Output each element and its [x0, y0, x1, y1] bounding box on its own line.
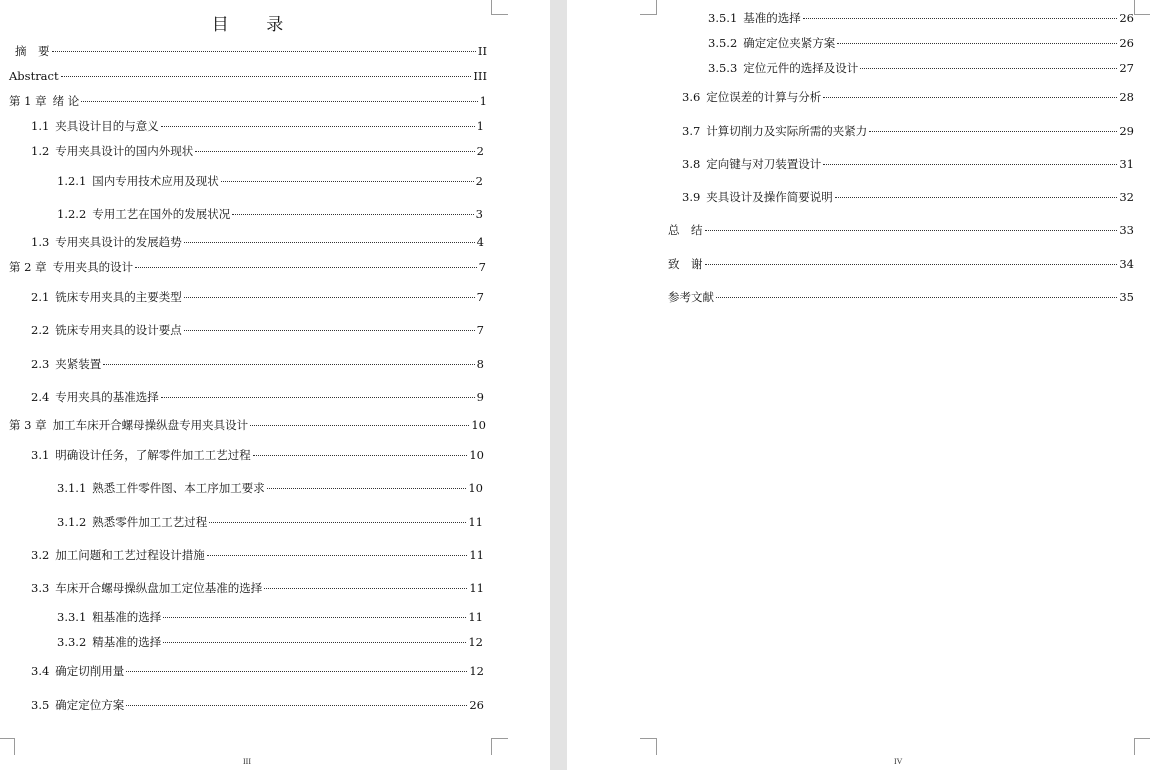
toc-entry-label: 计算切削力及实际所需的夹紧力 — [706, 124, 868, 138]
toc-entry-number: 3.3.1 — [57, 610, 87, 624]
toc-entry-label: 夹紧装置 — [55, 357, 102, 371]
toc-entry-page: 31 — [1119, 157, 1134, 171]
toc-entry-number: 3.7 — [682, 124, 701, 138]
toc-entry[interactable] — [31, 119, 484, 133]
toc-entry-page: 10 — [469, 448, 484, 462]
toc-entry-page: 26 — [1119, 36, 1134, 50]
toc-entry-number: 1.3 — [31, 235, 50, 249]
dot-leader — [705, 264, 1118, 265]
toc-entry-number: 3.8 — [682, 157, 701, 171]
page-number-footer: IV — [894, 757, 903, 766]
dot-leader — [869, 131, 1117, 132]
toc-entry-label: 精基准的选择 — [92, 635, 162, 649]
toc-entry-page: 34 — [1119, 257, 1134, 271]
toc-entry[interactable] — [57, 515, 483, 529]
dot-leader — [103, 364, 474, 365]
toc-entry-number: 3.5.3 — [708, 61, 738, 75]
toc-entry[interactable] — [708, 36, 1134, 50]
dot-leader — [163, 617, 466, 618]
toc-entry[interactable] — [31, 144, 484, 158]
toc-entry-label: 基准的选择 — [743, 11, 801, 25]
toc-entry-page: 11 — [469, 548, 484, 562]
toc-entry[interactable] — [708, 11, 1134, 25]
toc-entry[interactable] — [9, 260, 486, 274]
toc-entry-label: 夹具设计目的与意义 — [55, 119, 159, 133]
toc-entry-page: III — [473, 69, 487, 83]
dot-leader — [803, 18, 1118, 19]
toc-entry-page: 1 — [479, 94, 487, 108]
toc-entry-number: 3.2 — [31, 548, 50, 562]
toc-entry-number: 3.4 — [31, 664, 50, 678]
toc-entry-label: 专用夹具的设计 — [52, 260, 134, 274]
toc-entry-number: 2.1 — [31, 290, 50, 304]
toc-entry-label: 绪 论 — [52, 94, 80, 108]
toc-entry-label: 粗基准的选择 — [92, 610, 162, 624]
toc-entry-label: Abstract — [9, 69, 59, 83]
dot-leader — [221, 181, 474, 182]
toc-entry-number: 3.6 — [682, 90, 701, 104]
toc-entry-number: 第 1 章 — [9, 94, 47, 108]
page-corner-mark — [491, 738, 508, 755]
toc-entry-label: 定向键与对刀装置设计 — [706, 157, 822, 171]
dot-leader — [163, 642, 466, 643]
toc-entry-label: 夹具设计及操作简要说明 — [706, 190, 833, 204]
toc-entry-label: 铣床专用夹具的设计要点 — [55, 323, 182, 337]
toc-entry-number: 3.5.2 — [708, 36, 738, 50]
document-page-right — [567, 0, 1150, 770]
toc-entry-number: 2.4 — [31, 390, 50, 404]
toc-entry-label: 专用工艺在国外的发展状况 — [92, 207, 231, 221]
toc-entry-label: 确定切削用量 — [55, 664, 125, 678]
toc-entry-label: 定位误差的计算与分析 — [706, 90, 822, 104]
dot-leader — [184, 242, 475, 243]
toc-entry-number: 第 3 章 — [9, 418, 47, 432]
toc-entry-page: 11 — [469, 581, 484, 595]
toc-entry-number: 1.2 — [31, 144, 50, 158]
dot-leader — [126, 671, 467, 672]
dot-leader — [860, 68, 1117, 69]
toc-entry-label: 专用夹具设计的国内外现状 — [55, 144, 194, 158]
toc-entry-number: 1.2.1 — [57, 174, 87, 188]
toc-entry-page: 12 — [468, 635, 483, 649]
toc-entry[interactable] — [31, 581, 484, 595]
toc-entry-number: 2.2 — [31, 323, 50, 337]
toc-entry[interactable] — [31, 390, 484, 404]
dot-leader — [135, 267, 477, 268]
dot-leader — [823, 97, 1117, 98]
dot-leader — [126, 705, 467, 706]
toc-entry-label: 车床开合螺母操纵盘加工定位基准的选择 — [55, 581, 263, 595]
page-corner-mark — [1134, 0, 1150, 15]
toc-entry-page: 26 — [469, 698, 484, 712]
toc-entry-label: 参考文献 — [668, 290, 714, 304]
toc-entry-page: 8 — [476, 357, 484, 371]
dot-leader — [835, 197, 1118, 198]
toc-entry[interactable] — [31, 290, 484, 304]
toc-entry[interactable] — [31, 448, 484, 462]
dot-leader — [161, 126, 475, 127]
dot-leader — [267, 488, 467, 489]
toc-entry-page: II — [477, 44, 487, 58]
page-corner-mark — [640, 738, 657, 755]
toc-entry-label: 国内专用技术应用及现状 — [92, 174, 219, 188]
toc-entry[interactable] — [31, 698, 484, 712]
page-title: 目 录 — [211, 15, 300, 35]
toc-entry-number: 1.2.2 — [57, 207, 87, 221]
dot-leader — [184, 297, 475, 298]
toc-entry-number: 3.3.2 — [57, 635, 87, 649]
toc-entry-number: 3.3 — [31, 581, 50, 595]
toc-entry-label: 定位元件的选择及设计 — [743, 61, 859, 75]
toc-entry-page: 32 — [1119, 190, 1134, 204]
toc-entry[interactable] — [682, 124, 1134, 138]
toc-entry-page: 4 — [476, 235, 484, 249]
dot-leader — [823, 164, 1117, 165]
toc-entry-page: 2 — [475, 174, 483, 188]
toc-entry-label: 铣床专用夹具的主要类型 — [55, 290, 182, 304]
dot-leader — [716, 297, 1117, 298]
toc-entry-page: 7 — [476, 290, 484, 304]
dot-leader — [250, 425, 469, 426]
dot-leader — [81, 101, 477, 102]
toc-entry-label: 专用夹具的基准选择 — [55, 390, 159, 404]
dot-leader — [161, 397, 475, 398]
toc-entry[interactable] — [708, 61, 1134, 75]
toc-entry-label: 确定定位夹紧方案 — [743, 36, 836, 50]
toc-entry[interactable] — [668, 290, 1134, 304]
toc-entry[interactable] — [668, 223, 1134, 237]
toc-entry-label: 摘 要 — [15, 44, 50, 58]
dot-leader — [207, 555, 468, 556]
page-gap — [550, 0, 567, 770]
toc-entry-number: 3.1 — [31, 448, 50, 462]
toc-entry[interactable] — [682, 157, 1134, 171]
toc-entry[interactable] — [31, 235, 484, 249]
toc-entry-page: 7 — [476, 323, 484, 337]
toc-entry-label: 熟悉零件加工工艺过程 — [92, 515, 208, 529]
toc-entry[interactable] — [31, 323, 484, 337]
toc-entry[interactable] — [9, 69, 487, 83]
dot-leader — [195, 151, 474, 152]
toc-entry-page: 3 — [475, 207, 483, 221]
toc-entry[interactable] — [31, 664, 484, 678]
toc-entry-number: 3.5 — [31, 698, 50, 712]
toc-entry-page: 2 — [476, 144, 484, 158]
toc-entry-page: 11 — [468, 610, 483, 624]
toc-entry-label: 确定定位方案 — [55, 698, 125, 712]
toc-entry-number: 2.3 — [31, 357, 50, 371]
toc-entry[interactable] — [57, 174, 483, 188]
toc-entry-page: 10 — [468, 481, 483, 495]
toc-entry[interactable] — [57, 635, 483, 649]
dot-leader — [209, 522, 466, 523]
toc-entry-number: 第 2 章 — [9, 260, 47, 274]
dot-leader — [837, 43, 1117, 44]
toc-entry-page: 35 — [1119, 290, 1134, 304]
page-number-footer: III — [243, 757, 251, 766]
toc-entry-page: 33 — [1119, 223, 1134, 237]
document-page-left — [0, 0, 550, 770]
toc-entry[interactable] — [31, 548, 484, 562]
toc-entry-number: 3.9 — [682, 190, 701, 204]
toc-entry-label: 致 谢 — [668, 257, 703, 271]
toc-entry-page: 28 — [1119, 90, 1134, 104]
toc-entry-page: 11 — [468, 515, 483, 529]
toc-entry-page: 27 — [1119, 61, 1134, 75]
toc-entry[interactable] — [57, 481, 483, 495]
dot-leader — [705, 230, 1118, 231]
toc-entry[interactable] — [9, 94, 487, 108]
page-corner-mark — [0, 738, 15, 755]
toc-entry-label: 专用夹具设计的发展趋势 — [55, 235, 182, 249]
toc-entry-number: 1.1 — [31, 119, 50, 133]
toc-entry-label: 熟悉工件零件图、本工序加工要求 — [92, 481, 265, 495]
dot-leader — [184, 330, 475, 331]
page-corner-mark — [1134, 738, 1150, 755]
page-corner-mark — [640, 0, 657, 15]
dot-leader — [253, 455, 468, 456]
toc-entry[interactable] — [668, 257, 1134, 271]
toc-entry[interactable] — [682, 190, 1134, 204]
toc-entry-page: 9 — [476, 390, 484, 404]
toc-entry-label: 加工车床开合螺母操纵盘专用夹具设计 — [52, 418, 249, 432]
dot-leader — [232, 214, 473, 215]
toc-entry[interactable] — [57, 610, 483, 624]
toc-entry[interactable] — [9, 44, 487, 58]
toc-entry-page: 10 — [471, 418, 486, 432]
dot-leader — [52, 51, 476, 52]
dot-leader — [61, 76, 472, 77]
dot-leader — [264, 588, 467, 589]
toc-entry-label: 明确设计任务，了解零件加工工艺过程 — [55, 448, 251, 462]
toc-entry-number: 3.1.2 — [57, 515, 87, 529]
toc-entry[interactable] — [9, 418, 486, 432]
toc-entry-label: 加工问题和工艺过程设计措施 — [55, 548, 205, 562]
toc-entry[interactable] — [57, 207, 483, 221]
toc-entry-page: 26 — [1119, 11, 1134, 25]
toc-entry-number: 3.5.1 — [708, 11, 738, 25]
toc-entry-number: 3.1.1 — [57, 481, 87, 495]
toc-entry-page: 7 — [478, 260, 486, 274]
toc-entry-page: 29 — [1119, 124, 1134, 138]
toc-entry[interactable] — [682, 90, 1134, 104]
toc-entry-page: 12 — [469, 664, 484, 678]
toc-entry-page: 1 — [476, 119, 484, 133]
toc-entry[interactable] — [31, 357, 484, 371]
toc-entry-label: 总 结 — [668, 223, 703, 237]
